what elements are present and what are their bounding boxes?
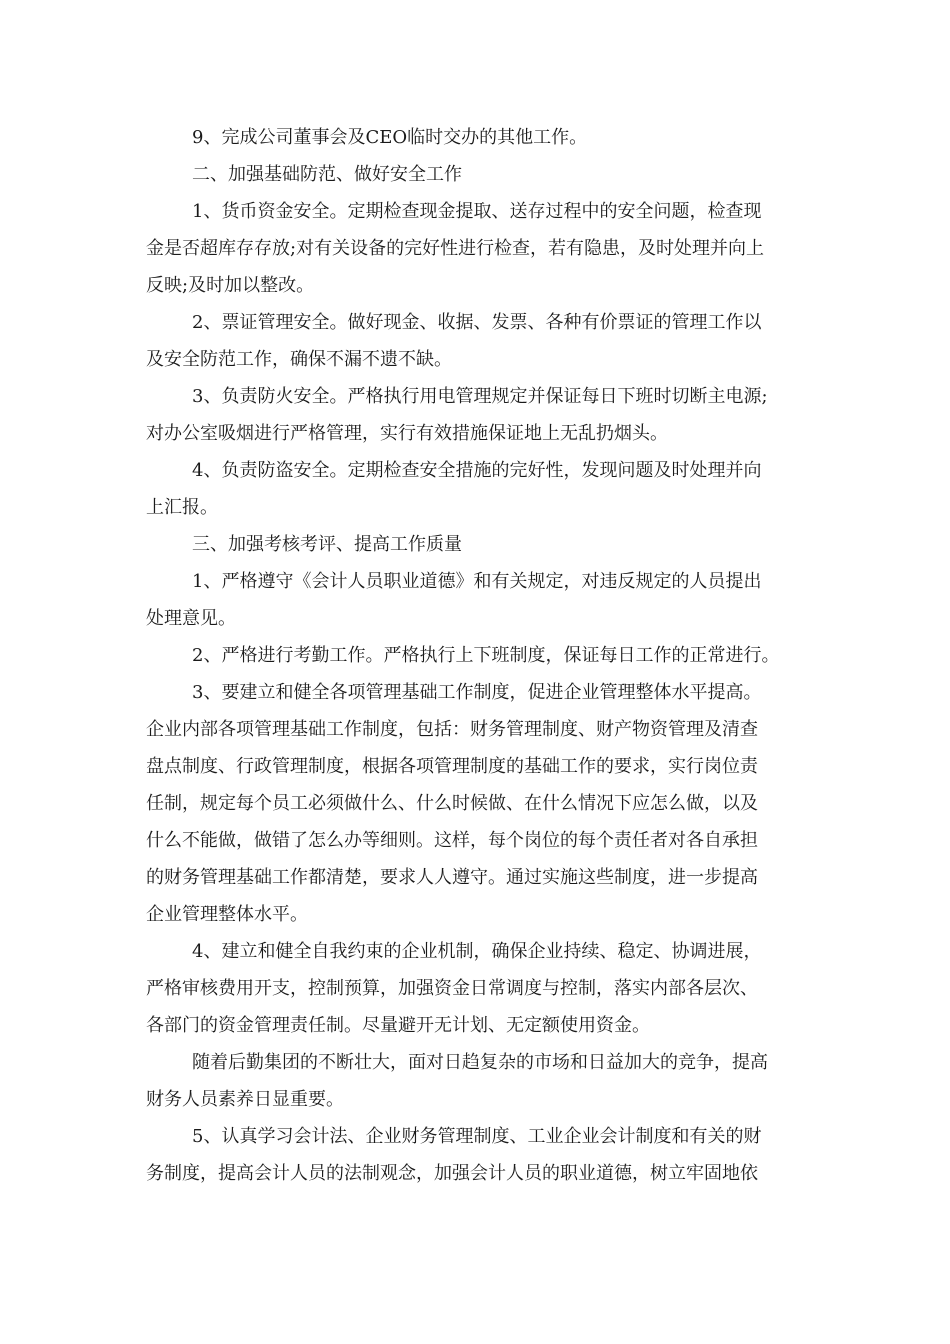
paragraph-line: 严格审核费用开支，控制预算，加强资金日常调度与控制，落实内部各层次、: [146, 978, 758, 999]
paragraph-line: 的财务管理基础工作都清楚，要求人人遵守。通过实施这些制度，进一步提高: [146, 867, 758, 888]
paragraph-line: 随着后勤集团的不断壮大，面对日趋复杂的市场和日益加大的竞争，提高: [192, 1052, 768, 1073]
paragraph-line: 4、建立和健全自我约束的企业机制，确保企业持续、稳定、协调进展，: [192, 941, 762, 962]
paragraph: [146, 304, 806, 378]
paragraph-line: 1、货币资金安全。定期检查现金提取、送存过程中的安全问题，检查现: [192, 201, 762, 222]
paragraph-line: 对办公室吸烟进行严格管理，实行有效措施保证地上无乱扔烟头。: [146, 423, 668, 444]
paragraph-line: 上汇报。: [146, 497, 218, 518]
paragraph-line: 2、严格进行考勤工作。严格执行上下班制度，保证每日工作的正常进行。: [192, 645, 780, 666]
paragraph-line: 3、要建立和健全各项管理基础工作制度，促进企业管理整体水平提高。: [192, 682, 762, 703]
paragraph-line: 什么不能做，做错了怎么办等细则。这样，每个岗位的每个责任者对各自承担: [146, 830, 758, 851]
paragraph-line: 盘点制度、行政管理制度，根据各项管理制度的基础工作的要求，实行岗位责: [146, 756, 758, 777]
paragraph-line: 2、票证管理安全。做好现金、收据、发票、各种有价票证的管理工作以: [192, 312, 762, 333]
paragraph: [146, 674, 806, 933]
paragraph-line: 二、加强基础防范、做好安全工作: [192, 164, 462, 185]
paragraph-line: 务制度，提高会计人员的法制观念，加强会计人员的职业道德，树立牢固地依: [146, 1163, 758, 1184]
paragraph-line: 反映;及时加以整改。: [146, 275, 315, 296]
paragraph: [146, 378, 806, 452]
paragraph: [146, 526, 806, 563]
paragraph: [146, 1044, 806, 1118]
paragraph: [146, 1118, 806, 1192]
paragraph-line: 处理意见。: [146, 608, 236, 629]
paragraph-line: 3、负责防火安全。严格执行用电管理规定并保证每日下班时切断主电源;: [192, 386, 768, 407]
paragraph-line: 各部门的资金管理责任制。尽量避开无计划、无定额使用资金。: [146, 1015, 650, 1036]
paragraph-line: 9、完成公司董事会及CEO临时交办的其他工作。: [192, 127, 588, 148]
paragraph-line: 三、加强考核考评、提高工作质量: [192, 534, 462, 555]
paragraph-line: 企业管理整体水平。: [146, 904, 308, 925]
paragraph: [146, 193, 806, 304]
paragraph-line: 4、负责防盗安全。定期检查安全措施的完好性，发现问题及时处理并向: [192, 460, 762, 481]
paragraph: [146, 452, 806, 526]
paragraph: [146, 637, 806, 674]
document-body: [146, 119, 806, 1192]
paragraph: [146, 563, 806, 637]
paragraph: [146, 933, 806, 1044]
paragraph: [146, 119, 806, 156]
paragraph-line: 1、严格遵守《会计人员职业道德》和有关规定，对违反规定的人员提出: [192, 571, 762, 592]
paragraph-line: 任制，规定每个员工必须做什么、什么时候做、在什么情况下应怎么做，以及: [146, 793, 758, 814]
paragraph-line: 及安全防范工作，确保不漏不遗不缺。: [146, 349, 452, 370]
paragraph-line: 财务人员素养日显重要。: [146, 1089, 344, 1110]
paragraph: [146, 156, 806, 193]
paragraph-line: 金是否超库存存放;对有关设备的完好性进行检查，若有隐患，及时处理并向上: [146, 238, 765, 259]
paragraph-line: 5、认真学习会计法、企业财务管理制度、工业企业会计制度和有关的财: [192, 1126, 762, 1147]
paragraph-line: 企业内部各项管理基础工作制度，包括：财务管理制度、财产物资管理及清查: [146, 719, 758, 740]
